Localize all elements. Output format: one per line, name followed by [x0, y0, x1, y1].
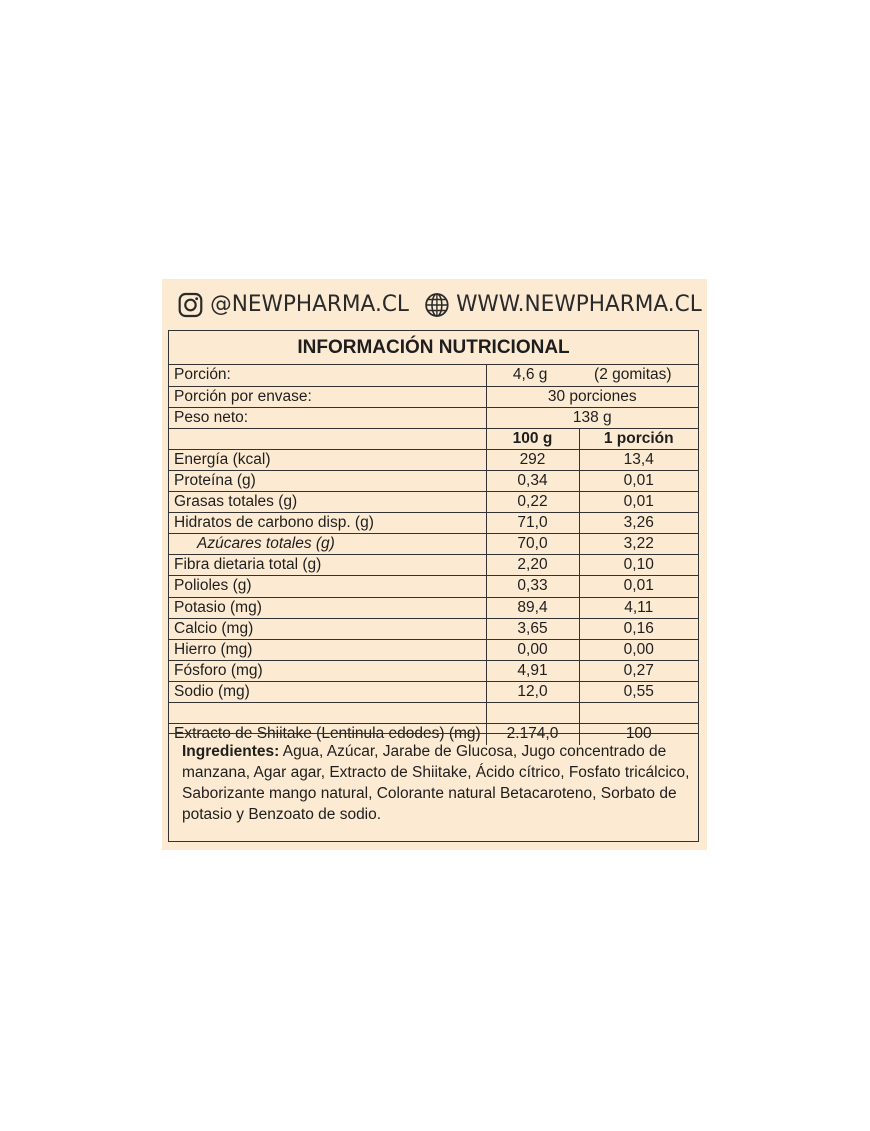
value-per-serving: 13,4 — [579, 449, 698, 470]
value-per-serving: 0,01 — [579, 492, 698, 513]
table-row — [169, 597, 698, 618]
value-per-100g: 12,0 — [486, 681, 579, 702]
column-header-blank — [169, 428, 486, 449]
instagram-icon — [177, 291, 204, 319]
nutrient-label: Grasas totales (g) — [169, 492, 486, 513]
table-row — [169, 492, 698, 513]
value-per-100g: 2.174,0 — [486, 724, 579, 745]
brand-header — [162, 279, 702, 330]
table-row — [169, 555, 698, 576]
column-header-row — [169, 428, 698, 449]
value-per-serving: 0,16 — [579, 618, 698, 639]
table-row — [169, 703, 698, 724]
table-row — [169, 470, 698, 491]
nutrient-label: Sodio (mg) — [169, 681, 486, 702]
table-row — [169, 513, 698, 534]
serving-amount: 4,6 g — [512, 366, 548, 384]
nutrient-label: Hidratos de carbono disp. (g) — [169, 513, 486, 534]
globe-icon — [423, 291, 450, 319]
nutrient-label: Polioles (g) — [169, 576, 486, 597]
serving-value — [486, 365, 698, 386]
column-header-serving: 1 porción — [579, 428, 698, 449]
nutrient-label: Calcio (mg) — [169, 618, 486, 639]
value-per-100g: 0,00 — [486, 639, 579, 660]
nutrition-table-frame — [168, 330, 699, 842]
nutrient-label: Hierro (mg) — [169, 639, 486, 660]
net-weight-row — [169, 407, 698, 428]
nutrient-label: Proteína (g) — [169, 470, 486, 491]
value-per-serving: 4,11 — [579, 597, 698, 618]
value-per-100g — [486, 703, 579, 724]
nutrient-label — [169, 703, 486, 724]
nutrient-label: Fibra dietaria total (g) — [169, 555, 486, 576]
table-row — [169, 639, 698, 660]
value-per-100g: 3,65 — [486, 618, 579, 639]
value-per-100g: 0,22 — [486, 492, 579, 513]
serving-row — [169, 365, 698, 386]
table-row — [169, 576, 698, 597]
website-link[interactable]: WWW.NEWPHARMA.CL — [456, 292, 702, 317]
nutrient-label: Potasio (mg) — [169, 597, 486, 618]
value-per-100g: 70,0 — [486, 534, 579, 555]
value-per-serving: 0,01 — [579, 470, 698, 491]
value-per-100g: 0,33 — [486, 576, 579, 597]
nutrition-table — [169, 365, 698, 745]
servings-per-pack-label: Porción por envase: — [169, 386, 486, 407]
value-per-100g: 2,20 — [486, 555, 579, 576]
ingredients-text: Agua, Azúcar, Jarabe de Glucosa, Jugo concentrado de manzana, Agar agar, Extracto de Shiitake, Ácido cítrico, Fosfato tricálcico, Saborizante mango natural, Colorante natural Betacaroteno, Sorbato de potasio y Benzoato de sodio. — [182, 743, 690, 823]
value-per-100g: 89,4 — [486, 597, 579, 618]
table-row — [169, 534, 698, 555]
nutrient-label: Energía (kcal) — [169, 449, 486, 470]
table-title: INFORMACIÓN NUTRICIONAL — [169, 331, 698, 365]
value-per-serving: 0,00 — [579, 639, 698, 660]
ingredients-block — [169, 733, 698, 843]
servings-per-pack-value: 30 porciones — [486, 386, 698, 407]
net-weight-value: 138 g — [486, 407, 698, 428]
servings-per-pack-row — [169, 386, 698, 407]
nutrition-label — [162, 279, 707, 850]
value-per-100g: 4,91 — [486, 660, 579, 681]
value-per-serving: 100 — [579, 724, 698, 745]
value-per-100g: 292 — [486, 449, 579, 470]
value-per-serving: 0,27 — [579, 660, 698, 681]
table-row — [169, 660, 698, 681]
value-per-serving: 0,01 — [579, 576, 698, 597]
nutrient-label: Extracto de Shiitake (Lentinula edodes) (mg) — [169, 724, 486, 745]
table-row — [169, 618, 698, 639]
value-per-100g: 0,34 — [486, 470, 579, 491]
instagram-handle[interactable]: @NEWPHARMA.CL — [210, 292, 409, 317]
value-per-serving: 3,22 — [579, 534, 698, 555]
value-per-100g: 71,0 — [486, 513, 579, 534]
column-header-100g: 100 g — [486, 428, 579, 449]
serving-note: (2 gomitas) — [594, 366, 672, 384]
value-per-serving: 0,55 — [579, 681, 698, 702]
nutrient-label: Azúcares totales (g) — [169, 534, 486, 555]
value-per-serving: 3,26 — [579, 513, 698, 534]
value-per-serving: 0,10 — [579, 555, 698, 576]
serving-label: Porción: — [174, 366, 231, 384]
nutrient-label: Fósforo (mg) — [169, 660, 486, 681]
net-weight-label: Peso neto: — [169, 407, 486, 428]
table-row — [169, 681, 698, 702]
ingredients-label: Ingredientes: — [182, 743, 280, 760]
table-row — [169, 449, 698, 470]
value-per-serving — [579, 703, 698, 724]
